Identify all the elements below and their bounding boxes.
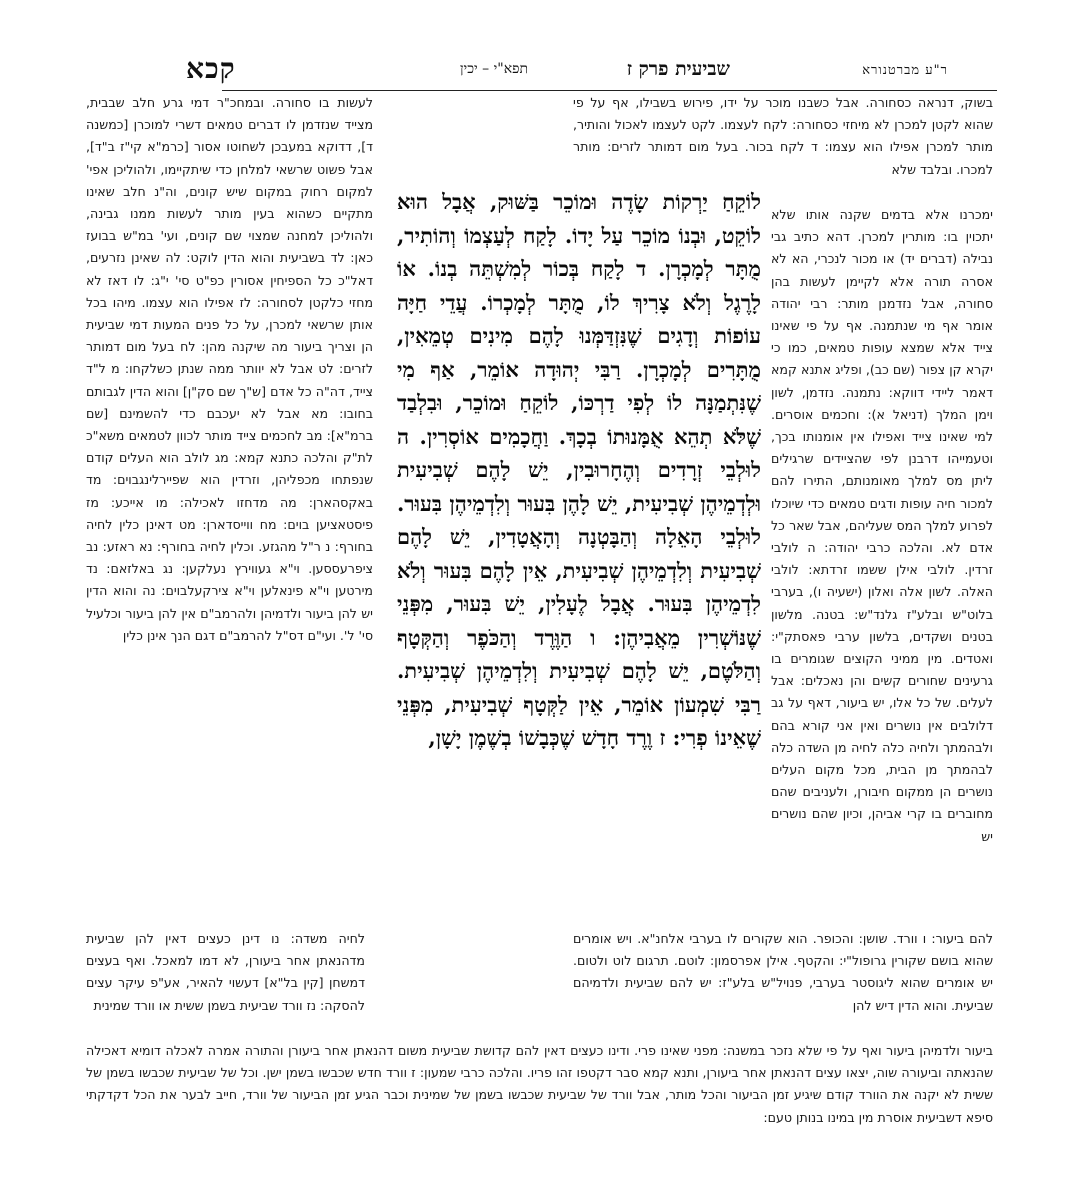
tiferet-yisrael-bottom-text: לחיה משדה: נו דינן כעצים דאין להן שביעית מדהנאתן אחר ביעורן, לא דמו למאכל. ואף בעצים דמשחן [קין בל"א] דעשוי להאיר, אע"פ עיקר עצים להסקה: נז וורד שביעית בשמן ששית או וורד שמינית bbox=[86, 931, 365, 1013]
bartenura-bottom-block bbox=[573, 928, 993, 1038]
bartenura-top-text: בשוק, דנראה כסחורה. אבל כשבנו מוכר על ידו, פירוש בשבילו, אף על פי שהוא לקטן למכרן לא מיחזי כסחורה: לקח לעצמו. לקט לעצמו לאכול והותיר, מותר למכרן אפילו הוא עצמו: ד לקח בכור. בעל מום דמותר לזרים: מותר למכרו. ובלבד שלא bbox=[573, 95, 993, 177]
mishna-text-block bbox=[397, 185, 761, 925]
page-header bbox=[186, 52, 998, 88]
tiferet-yisrael-text: לעשות בו סחורה. ובמחכ"ר דמי גרע חלב שבבית, מצייד שנזדמן לו דברים טמאים דשרי למוכרן [כמשנה ד], דדוקא במעבכן לשחוטו אסור [כרמ"א קי"ז ב"ד], אבל פשוט שרשאי למלחן כדי שיתקיימו, ולהוליכן אפי' למקום רחוק במקום שיש קונים, וה"נ חלב שאינו מתקיים כשהוא בעין מותר לעשות ממנו גבינה, ולהוליכן למחנה שמצוי שם קונים, ועי' במ"ש בבועז כאן: לד בשביעית והוא הדין לוקט: לה שאינן נזרעים, דאל"כ כל הספיחין אסורין כפ"ט סי' י"ג: לו דאז לא מחזי כלקטן לסחורה: לז אפילו הוא עצמו. מיהו בכל אותן שרשאי למכרן, על כל פנים המעות דמי שביעית הן וצריך ביעור מה שיקנה מהן: לח בעל מום דמותר לזרים: לט אבל לא יוותר ממה שנתן כשלקחו: מ ל"ד צייד, דה"ה כל אדם [ש"ך שם סק"ן] והוא הדין לגבותם בחובו: מא אבל לא יעכבם כדי להשמינם [שם ברמ"א]: מב לחכמים צייד מותר לכוון לטמאים משא"כ לת"ק והלכה כתנא קמא: מג לולב הוא העלים קודם שנפתחו מכפליהן, וזרדין הוא שפיירלינגבוים: מד באקסהארן: מה מדחזו לאכילה: מו אייכע: מז פיסטאציען בוים: מח ווייסדארן: מט דאינן כלין לחיה בחורף: נ ר"ל מהגזע. וכלין לחיה בחורף: נא ראזע: נב ציפרעססען. וי"א געווירץ נעלקען: נג באלזאם: נד מירטען וי"א פינאלען וי"א צירקעלבוים: נה והוא הדין יש להן ביעור ולדמיהן ולהרמב"ם אין להן ביעור וכלעיל סי' ל'. ועי"ם דס"ל להרמב"ם דגם הנך אינן כלין bbox=[86, 95, 373, 643]
bartenura-wide-text: ביעור ולדמיהן ביעור ואף על פי שלא נזכר במשנה: מפני שאינו פרי. ודינו כעצים דאין להם קדושת שביעית משום דהנאתן אחר ביעורן והתורה אמרה לאכלה דומיא דאכילה שהנאתה וביעורה שוה, יצאו עצים דהנאתן אחר ביעורן, ותנא קמא סבר דקטפו זהו פריו. והלכה כרבי שמעון: ז וורד חדש שכבשו בשמן ישן. וכל של שביעית שכבשו בשמן של ששית לא יקנה את הוורד קודם שיגיע זמן הביעור והכל מותר, אבל וורד של שביעית שכבשו בשמן של שמינית וכבר הגיע זמן הביעור של וורד, חייב לבער את הכל דקדקתי סיפא דשביעית אוסרת מין במינו בנותן טעם: bbox=[86, 1043, 993, 1125]
header-rule bbox=[222, 90, 997, 91]
tiferet-yisrael-column bbox=[86, 92, 373, 927]
page-number: קכא bbox=[186, 52, 236, 85]
mishna-text: לוֹקֵחַ יַרְקוֹת שָׂדֶה וּמוֹכֵר בַּשּׁוּק, אֲבָל הוּא לוֹקֵט, וּבְנוֹ מוֹכֵר עַל יָדוֹ. לָקַח לְעַצְמוֹ וְהוֹתִיר, מֻתָּר לְמָכְרָן. ד לָקַח בְּכוֹר לְמִשְׁתֵּה בְנוֹ. אוֹ לָרֶגֶל וְלֹא צָרִיךְ לוֹ, מֻתָּר לְמָכְרוֹ. עֲדֵי חַיָּה עוֹפוֹת וְדָגִים שֶׁנִּזְדַּמְּנוּ לָהֶם מִינִים טְמֵאִין, מֻתָּרִים לְמָכְרָן. רַבִּי יְהוּדָה אוֹמֵר, אַף מִי שֶׁנִּתְמַנָּה לוֹ לְפִי דַרְכּוֹ, לוֹקֵחַ וּמוֹכֵר, וּבִלְבַד שֶׁלֹּא תְהֵא אֻמָּנוּתוֹ בְכָךְ. וַחֲכָמִים אוֹסְרִין. ה לוּלְבֵי זְרָדִים וְהֶחָרוּבִין, יֵשׁ לָהֶם שְׁבִיעִית וּלְדְמֵיהֶן שְׁבִיעִית, יֵשׁ לָהֶן בִּעוּר וְלִדְמֵיהֶן בִּעוּר. לוּלְבֵי הָאֵלָה וְהַבָּטְנָה וְהָאֲטָדִין, יֵשׁ לָהֶם שְׁבִיעִית וְלִדְמֵיהֶן שְׁבִיעִית, אֵין לָהֶם בִּעוּר וְלֹא לִדְמֵיהֶן בִּעוּר. אֲבָל לֶעָלִין, יֵשׁ בִּעוּר, מִפְּנֵי שֶׁנּוֹשְׁרִין מֵאֲבִיהֶן: ו הַוֶּרֶד וְהַכֹּפֶר וְהַקְּטָף וְהַלֹּטֶם, יֵשׁ לָהֶם שְׁבִיעִית וְלִדְמֵיהֶן שְׁבִיעִית. רַבִּי שִׁמְעוֹן אוֹמֵר, אֵין לַקְּטָף שְׁבִיעִית, מִפְּנֵי שֶׁאֵינוֹ פְרִי: ז וֶרֶד חָדָשׁ שֶׁכְּבָשׁוֹ בְשֶׁמֶן יָשָׁן, bbox=[397, 189, 761, 750]
bartenura-column-text: ימכרנו אלא בדמים שקנה אותו שלא יתכוין בו: מותרין למכרן. דהא כתיב גבי נבילה (דברים יד) או מכור לנכרי, הא לא אסרה תורה אלא לקיימן לעשות בהן סחורה, אבל נזדמנן מותר: רבי יהודה אומר אף מי שנתמנה. אף על פי שאינו צייד אלא שמצא עופות טמאים, כמו כי יקרא קן צפור (שם כב), ופליג אתנא קמא דאמר ליידי דווקא: נתמנה. נזדמן, לשון וימן המלך (דניאל א): וחכמים אוסרים. למי שאינו צייד ואפילו אין אומנותו בכך, וטעמייהו דרבנן לפי שהציידים שרגילים ליתן מס למלך מאומנותם, התירו להם למכור חיה עופות ודגים טמאים כדי שיוכלו לפרוע למלך המס שעליהם, אבל שאר כל אדם לא. והלכה כרבי יהודה: ה לולבי זרדין. לולבי אילן ששמו זרדתא: לולבי האלה. לשון אלה ואלון (ישעיה ו), בערבי בלוט"ש ובלע"ז גלנד"ש: בטנה. מלשון בטנים ושקדים, בלשון ערבי פאסתק"י: ואטדים. מין ממיני הקוצים שגומרים בו גרעינים שחורים קשים והן נאכלים: אבל לעלים. של כל אלו, יש ביעור, דאף על גב דלולבים אין נושרים ואין אני קורא בהם ולבהמתך ולחיה כלה לחיה מן השדה כלה לבהמתך מן הבית, מכל מקום העלים נושרים הן ממקום חיבורן, ולעניבים שהם מחוברים בו קרי אביהן, וכיון שהם נושרים יש bbox=[771, 207, 993, 844]
bartenura-column bbox=[771, 204, 993, 926]
bartenura-bottom-text: להם ביעור: ו וורד. שושן: והכופר. הוא שקורים לו בערבי אלחנ"א. ויש אומרים שהוא בושם שקורין גרופול"י: והקטף. אילן אפרסמון: לוטם. תרגום לוט ולטום. יש אומרים שהוא ליגוסטר בערבי, פנויל"ש בלע"ז: יש להם שביעית ולדמיהם שביעית. והוא הדין דיש להן bbox=[573, 931, 993, 1013]
bartenura-wide-block bbox=[86, 1040, 993, 1140]
right-commentary-title: תפא"י – יכין bbox=[459, 61, 528, 77]
tractate-chapter-title: שביעית פרק ז bbox=[626, 58, 730, 80]
left-commentary-title: ר"ע מברטנורא bbox=[862, 63, 948, 78]
tiferet-yisrael-bottom-block bbox=[86, 928, 365, 1038]
